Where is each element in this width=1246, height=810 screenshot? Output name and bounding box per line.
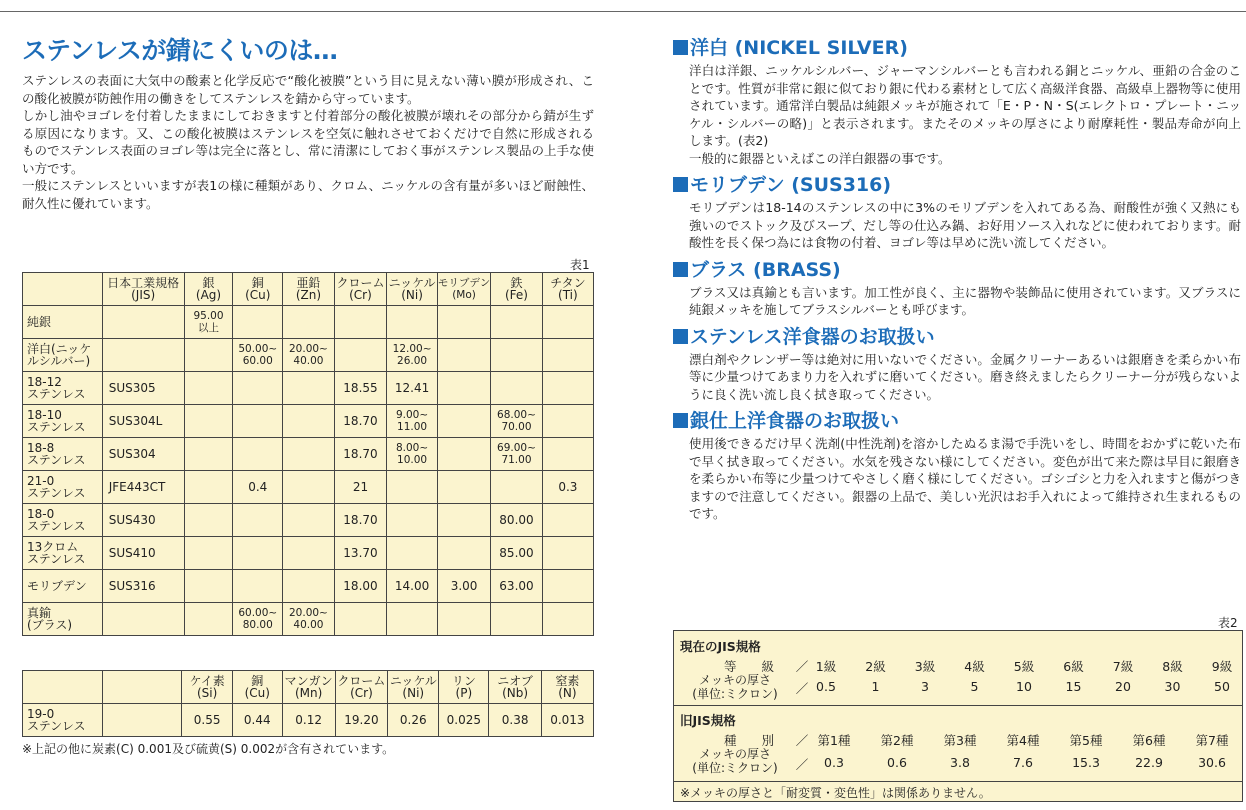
table-cell (103, 671, 182, 704)
table-cell (283, 405, 335, 438)
old-thickness-label: メッキの厚さ (単位:ミクロン) (692, 747, 778, 775)
table-cell: 0.26 (388, 704, 439, 737)
table2-caption: 表2 (1218, 616, 1238, 630)
old-grade: 第1種 (817, 733, 851, 748)
table-cell (542, 504, 593, 537)
table-cell: 18.70 (334, 405, 387, 438)
table-cell: クローム (Cr) (335, 671, 388, 704)
section-heading (673, 325, 1241, 349)
table-cell (491, 306, 543, 339)
right-column (673, 36, 1241, 529)
table-cell (437, 537, 490, 570)
table-cell: 80.00 (491, 504, 543, 537)
table-cell (102, 603, 184, 636)
table-cell: ニッケル (Ni) (387, 273, 438, 306)
table-cell: 0.12 (282, 704, 335, 737)
table-cell: 19.20 (335, 704, 388, 737)
table-cell: 0.44 (232, 704, 282, 737)
page-title: ステンレスが錆にくいのは… (22, 36, 338, 65)
table-row (23, 438, 594, 471)
current-thickness-value: 50 (1214, 679, 1230, 694)
table-cell: 12.41 (387, 372, 438, 405)
table-cell (283, 570, 335, 603)
slash-separator: ／ (795, 659, 809, 674)
section-heading (673, 258, 1241, 282)
section-title: ブラス (BRASS) (690, 258, 841, 281)
table-cell: 18.00 (334, 570, 387, 603)
table-cell: 銅 (Cu) (233, 273, 283, 306)
table-cell (184, 372, 233, 405)
current-thickness-value: 3 (921, 679, 929, 694)
table-header-row (23, 671, 594, 704)
table-cell: 0.3 (542, 471, 593, 504)
current-grade: 7級 (1112, 659, 1134, 674)
table-cell (184, 339, 233, 372)
slash-separator: ／ (795, 757, 809, 772)
table-cell: 85.00 (491, 537, 543, 570)
table-cell: 20.00~ 40.00 (283, 339, 335, 372)
table-header-row (23, 273, 594, 306)
table-cell: 0.013 (541, 704, 593, 737)
old-grade-label: 種 別 (723, 733, 774, 748)
intro-paragraph-1: ステンレスの表面に大気中の酸素と化学反応で“酸化被膜”という目に見えない薄い膜が形成され、この酸化被膜が防蝕作用の働きをしてステンレスを錆から守っています。 (22, 73, 594, 106)
table-cell (387, 603, 438, 636)
table-cell: 19-0 ステンレス (23, 704, 103, 737)
table-cell: 9.00~ 11.00 (387, 405, 438, 438)
table-cell: チタン (Ti) (542, 273, 593, 306)
table-cell (283, 372, 335, 405)
table-cell (283, 471, 335, 504)
table-cell: 亜鉛 (Zn) (283, 273, 335, 306)
table-cell (334, 339, 387, 372)
table-cell: 洋白(ニッケ ルシルバー) (23, 339, 103, 372)
table-cell: 95.00 以上 (184, 306, 233, 339)
table-cell (103, 704, 182, 737)
table-cell (233, 372, 283, 405)
table-cell: 63.00 (491, 570, 543, 603)
table-cell (283, 504, 335, 537)
current-grade: 5級 (1013, 659, 1035, 674)
table-cell (491, 339, 543, 372)
table-cell: 18-0 ステンレス (23, 504, 103, 537)
current-thickness-value: 0.5 (816, 679, 836, 694)
table-cell: SUS304 (102, 438, 184, 471)
table-row (23, 339, 594, 372)
table-cell (387, 504, 438, 537)
table-cell (437, 471, 490, 504)
table-cell (184, 504, 233, 537)
table-cell (184, 438, 233, 471)
table-cell: 鉄 (Fe) (491, 273, 543, 306)
section-title: モリブデン (SUS316) (690, 174, 892, 196)
table-cell: 18-10 ステンレス (23, 405, 103, 438)
table-cell (102, 306, 184, 339)
section-title: 洋白 (NICKEL SILVER) (690, 37, 908, 59)
table-cell: 真鍮 (ブラス) (23, 603, 103, 636)
table-row (23, 603, 594, 636)
old-grade: 第6種 (1132, 733, 1166, 748)
table-cell (233, 438, 283, 471)
table-cell: 18.70 (334, 438, 387, 471)
table-row (23, 471, 594, 504)
current-jis-title: 現在のJIS規格 (680, 639, 761, 654)
table-cell: 68.00~ 70.00 (491, 405, 543, 438)
current-grade-label: 等 級 (723, 659, 774, 674)
table-cell: JFE443CT (102, 471, 184, 504)
plating-jis-table (673, 630, 1243, 802)
table-cell (491, 471, 543, 504)
table-cell (437, 603, 490, 636)
old-jis-title: 旧JIS規格 (680, 713, 736, 728)
table-cell (437, 339, 490, 372)
table-cell (334, 306, 387, 339)
table-cell (387, 306, 438, 339)
table2-divider (674, 705, 1242, 706)
table-cell (437, 438, 490, 471)
table-cell: モリブデン (Mo) (437, 273, 490, 306)
current-grade: 4級 (964, 659, 985, 674)
table-row (23, 306, 594, 339)
table-cell (437, 504, 490, 537)
table-cell (491, 372, 543, 405)
table-cell: SUS410 (102, 537, 184, 570)
section-text: 使用後できるだけ早く洗剤(中性洗剤)を溶かしたぬるま湯で手洗いをし、時間をおかずに乾いた布で早く拭き取ってください。水気を残さない様にしてください。変色が出て来た際は早目に銀磨きを柔らかい布等に少量つけてやさしく磨く様にしてください。ゴシゴシと力を入れますと傷がつきますので注意してください。銀器の上品で、美しい光沢はお手入れによって維持され生まれるものです。 (689, 436, 1241, 521)
table-cell (542, 372, 593, 405)
table-cell: 50.00~ 60.00 (233, 339, 283, 372)
table-cell: 18-12 ステンレス (23, 372, 103, 405)
square-bullet-icon (673, 177, 688, 192)
table-row (23, 372, 594, 405)
table-cell: 13クロム ステンレス (23, 537, 103, 570)
slash-separator: ／ (795, 681, 809, 696)
table-cell (184, 471, 233, 504)
table-cell: SUS304L (102, 405, 184, 438)
table-cell (23, 671, 103, 704)
table-cell (542, 537, 593, 570)
table-row (23, 570, 594, 603)
square-bullet-icon (673, 413, 688, 428)
old-grade: 第7種 (1195, 733, 1229, 748)
intro-paragraph-2: しかし油やヨゴレを付着したままにしておきますと付着部分の酸化被膜が壊れその部分から錆が生ずる原因になります。又、この酸化被膜はステンレスを空気に触れさせておくだけで自然に形成されるものでステンレス表面のヨゴレ等は完全に落とし、常に清潔にしておく事がステンレス製品の上手な使い方です。 (22, 108, 594, 176)
table-cell (542, 339, 593, 372)
table-cell: マンガン (Mn) (282, 671, 335, 704)
current-thickness-value: 30 (1164, 679, 1181, 694)
table-cell: 18.55 (334, 372, 387, 405)
table-cell: 純銀 (23, 306, 103, 339)
section-heading (673, 173, 1241, 197)
old-grade: 第4種 (1006, 733, 1040, 748)
table-cell: ケイ素 (Si) (182, 671, 232, 704)
table-cell (437, 405, 490, 438)
current-thickness-value: 5 (970, 679, 979, 694)
table-cell (23, 273, 103, 306)
table-cell (283, 537, 335, 570)
table-row (23, 537, 594, 570)
old-thickness-value: 7.6 (1013, 755, 1033, 770)
table-cell: SUS305 (102, 372, 184, 405)
section-title: 銀仕上洋食器のお取扱い (690, 410, 900, 432)
old-thickness-value: 0.6 (887, 755, 907, 770)
table-cell: 21-0 ステンレス (23, 471, 103, 504)
current-thickness-value: 15 (1065, 679, 1082, 694)
table-cell (542, 438, 593, 471)
table-cell: 3.00 (437, 570, 490, 603)
table-cell: ニオブ (Nb) (489, 671, 541, 704)
table-cell: 銀 (Ag) (184, 273, 233, 306)
table-cell (387, 471, 438, 504)
table-cell (542, 603, 593, 636)
table-cell (184, 603, 233, 636)
current-grade: 3級 (914, 659, 936, 674)
old-grade: 第3種 (943, 733, 977, 748)
table-cell (387, 537, 438, 570)
old-thickness-value: 15.3 (1072, 755, 1100, 770)
table-cell: 0.55 (182, 704, 232, 737)
table-cell: 14.00 (387, 570, 438, 603)
current-thickness-value: 10 (1016, 679, 1032, 694)
table-cell: 20.00~ 40.00 (283, 603, 335, 636)
table-cell: 0.025 (439, 704, 489, 737)
table-cell (542, 405, 593, 438)
table-row (23, 405, 594, 438)
old-thickness-value: 0.3 (824, 755, 844, 770)
table-cell: 0.4 (233, 471, 283, 504)
table-cell: 60.00~ 80.00 (233, 603, 283, 636)
table-cell (233, 405, 283, 438)
table-cell (437, 306, 490, 339)
table-cell: 69.00~ 71.00 (491, 438, 543, 471)
table-cell: 日本工業規格 (JIS) (102, 273, 184, 306)
table-cell: 18-8 ステンレス (23, 438, 103, 471)
old-thickness-value: 3.8 (950, 755, 970, 770)
table2-note: ※メッキの厚さと「耐変質・変色性」は関係ありません。 (680, 786, 991, 800)
table-cell (184, 405, 233, 438)
old-grade: 第5種 (1069, 733, 1103, 748)
current-grade: 9級 (1211, 659, 1233, 674)
table-cell (233, 570, 283, 603)
current-grade: 1級 (815, 659, 837, 674)
table-cell (102, 339, 184, 372)
table-cell: 窒素 (N) (541, 671, 593, 704)
table-row (23, 704, 594, 737)
section-title: ステンレス洋食器のお取扱い (690, 325, 935, 348)
current-thickness-value: 1 (871, 679, 880, 694)
slash-separator: ／ (795, 733, 809, 748)
table-cell: リン (P) (439, 671, 489, 704)
section-text: ブラス又は真鍮とも言います。加工性が良く、主に器物や装飾品に使用されています。又ブラスに純銀メッキを施してブラスシルバーとも呼びます。 (689, 284, 1241, 317)
table-cell: 0.38 (489, 704, 541, 737)
table-cell: SUS316 (102, 570, 184, 603)
stainless-19-0-table (22, 670, 594, 737)
square-bullet-icon (673, 262, 688, 277)
old-thickness-value: 30.6 (1198, 755, 1226, 770)
current-thickness-label: メッキの厚さ (単位:ミクロン) (692, 673, 778, 701)
table3-note: ※上記の他に炭素(C) 0.001及び硫黄(S) 0.002が含有されています。 (22, 742, 395, 756)
left-column (22, 36, 594, 212)
current-grade: 8級 (1162, 659, 1183, 674)
table-cell (233, 504, 283, 537)
table-cell: 21 (334, 471, 387, 504)
square-bullet-icon (673, 329, 688, 344)
table-cell: 銅 (Cu) (232, 671, 282, 704)
table-cell: 12.00~ 26.00 (387, 339, 438, 372)
table-cell (542, 306, 593, 339)
section-text: モリブデンは18-14のステンレスの中に3%のモリブデンを入れてある為、耐酸性が強く又熱にも強いのでストック及びスープ、だし等の仕込み鍋、お好用ソース入れなどに使われております。耐酸性を長く保つ為には食物の付着、ヨゴレ等は早めに洗い流してください。 (689, 200, 1241, 250)
table-cell (184, 537, 233, 570)
current-grade: 6級 (1063, 659, 1084, 674)
old-thickness-value: 22.9 (1135, 755, 1163, 770)
intro-paragraph-3: 一般にステンレスといいますが表1の様に種類があり、クロム、ニッケルの含有量が多いほど耐蝕性、耐久性に優れています。 (22, 178, 594, 211)
section-heading (673, 36, 1241, 60)
alloy-composition-table (22, 272, 594, 636)
table-cell (233, 306, 283, 339)
table-cell (334, 603, 387, 636)
table-cell: ニッケル (Ni) (388, 671, 439, 704)
section-text: 洋白は洋銀、ニッケルシルバー、ジャーマンシルバーとも言われる銅とニッケル、亜鉛の合金のことです。性質が非常に銀に似ており銀に代わる素材として広く高級洋食器、高級卓上器物等に使用されています。通常洋白製品は純銀メッキが施されて「E・P・N・S(エレクトロ・プレート・ニッケル・シルバーの略)」と表示されます。またそのメッキの厚さにより耐摩耗性・製品寿命が向上します。(表2) 一般的に銀器といえばこの洋白銀器の事です。 (689, 63, 1241, 166)
table-cell: SUS430 (102, 504, 184, 537)
table-cell (491, 603, 543, 636)
current-grade: 2級 (865, 659, 886, 674)
table-cell: モリブデン (23, 570, 103, 603)
table-row (23, 504, 594, 537)
table-cell (233, 537, 283, 570)
table-cell: 8.00~ 10.00 (387, 438, 438, 471)
table2-note-divider (674, 781, 1242, 782)
table-cell (184, 570, 233, 603)
table-cell (283, 438, 335, 471)
table-cell: 13.70 (334, 537, 387, 570)
current-thickness-value: 20 (1115, 679, 1131, 694)
table-cell (283, 306, 335, 339)
section-text: 漂白剤やクレンザー等は絶対に用いないでください。金属クリーナーあるいは銀磨きを柔らかい布等に少量つけてあまり力を入れずに磨いてください。磨き終えましたらクリーナー分が残らないように良く洗い流し良く拭き取ってください。 (689, 351, 1241, 402)
table-cell (542, 570, 593, 603)
section-heading (673, 409, 1241, 433)
table-cell: 18.70 (334, 504, 387, 537)
table1-caption: 表1 (570, 258, 590, 272)
table-cell: クローム (Cr) (334, 273, 387, 306)
old-grade: 第2種 (880, 733, 914, 748)
top-divider (0, 11, 1246, 12)
square-bullet-icon (673, 40, 688, 55)
table-cell (437, 372, 490, 405)
